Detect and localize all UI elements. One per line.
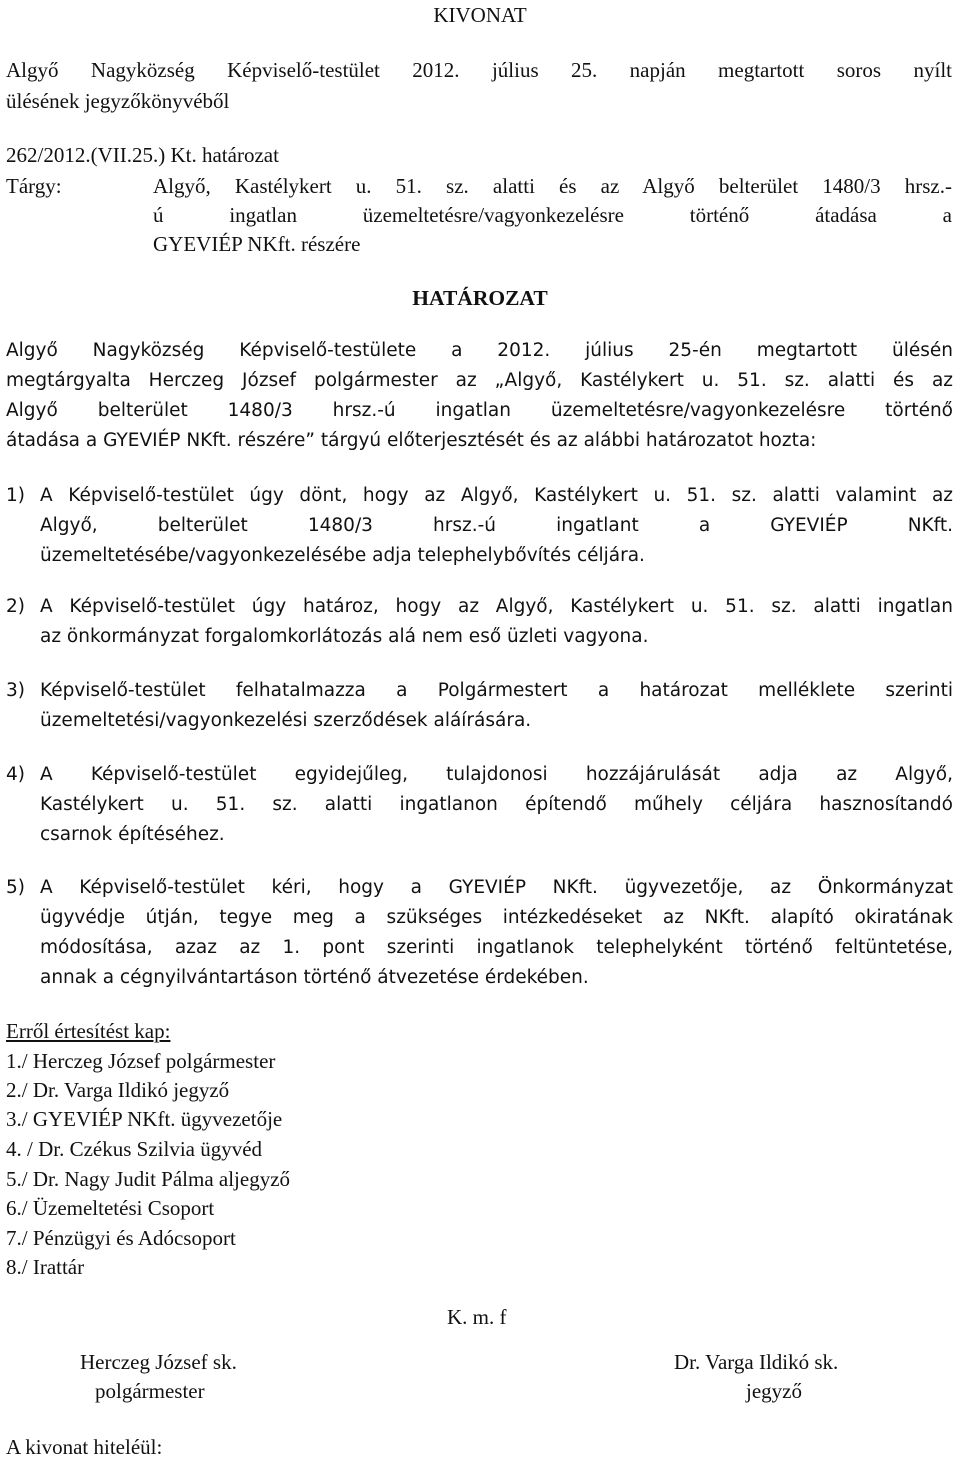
item-4-line-2: Kastélykert u. 51. sz. alatti ingatlanon építendő műhely céljára hasznosítandó bbox=[40, 794, 953, 815]
kmf-mark: K. m. f bbox=[447, 1305, 507, 1329]
item-4-line-3: csarnok építéséhez. bbox=[40, 824, 225, 845]
subject-label: Tárgy: bbox=[6, 174, 62, 198]
recipient-8: 8./ Irattár bbox=[6, 1255, 85, 1279]
item-2-line-2: az önkormányzat forgalomkorlátozás alá nem eső üzleti vagyona. bbox=[40, 626, 649, 647]
item-1-line-1: A Képviselő-testület úgy dönt, hogy az Algyő, Kastélykert u. 51. sz. alatti valamint az bbox=[40, 485, 953, 506]
item-3-number: 3) bbox=[6, 680, 25, 701]
item-2-line-1: A Képviselő-testület úgy határoz, hogy az Algyő, Kastélykert u. 51. sz. alatti ingatlan bbox=[40, 596, 953, 617]
recipient-5: 5./ Dr. Nagy Judit Pálma aljegyző bbox=[6, 1167, 291, 1191]
subject-line-2: ú ingatlan üzemeltetésre/vagyonkezelésre történő átadása a bbox=[153, 203, 952, 227]
item-5-line-4: annak a cégnyilvántartáson történő átvezetése érdekében. bbox=[40, 967, 589, 988]
item-2-number: 2) bbox=[6, 596, 25, 617]
notification-heading: Erről értesítést kap: bbox=[6, 1019, 171, 1043]
subject-line-3: GYEVIÉP NKft. részére bbox=[153, 232, 361, 256]
signature-mayor-title: polgármester bbox=[95, 1379, 205, 1403]
item-1-number: 1) bbox=[6, 485, 25, 506]
item-5-line-3: módosítása, azaz az 1. pont szerinti ingatlanok telephelyként történő feltüntetése, bbox=[40, 937, 953, 958]
item-1-line-3: üzemeltetésébe/vagyonkezelésébe adja telephelybővítés céljára. bbox=[40, 545, 645, 566]
signature-notary-name: Dr. Varga Ildikó sk. bbox=[674, 1350, 839, 1374]
signature-notary-title: jegyző bbox=[746, 1379, 802, 1403]
preamble-line-2: megtárgyalta Herczeg József polgármester az „Algyő, Kastélykert u. 51. sz. alatti és az bbox=[6, 370, 953, 391]
recipient-7: 7./ Pénzügyi és Adócsoport bbox=[6, 1226, 236, 1250]
certification-line: A kivonat hiteléül: bbox=[6, 1435, 163, 1459]
item-1-line-2: Algyő, belterület 1480/3 hrsz.-ú ingatlant a GYEVIÉP NKft. bbox=[40, 515, 953, 536]
preamble-line-4: átadása a GYEVIÉP NKft. részére” tárgyú előterjesztését és az alábbi határozatot hozta: bbox=[6, 430, 817, 451]
preamble-line-1: Algyő Nagyközség Képviselő-testülete a 2012. július 25-én megtartott ülésén bbox=[6, 340, 953, 361]
intro-line-1: Algyő Nagyközség Képviselő-testület 2012. július 25. napján megtartott soros nyílt bbox=[6, 58, 952, 82]
signature-mayor-name: Herczeg József sk. bbox=[80, 1350, 237, 1374]
document-title: KIVONAT bbox=[433, 3, 527, 27]
item-5-number: 5) bbox=[6, 877, 25, 898]
item-4-line-1: A Képviselő-testület egyidejűleg, tulajdonosi hozzájárulását adja az Algyő, bbox=[40, 764, 953, 785]
item-5-line-1: A Képviselő-testület kéri, hogy a GYEVIÉP NKft. ügyvezetője, az Önkormányzat bbox=[40, 877, 953, 898]
resolution-heading: HATÁROZAT bbox=[412, 286, 548, 310]
recipient-4: 4. / Dr. Czékus Szilvia ügyvéd bbox=[6, 1137, 263, 1161]
recipient-2: 2./ Dr. Varga Ildikó jegyző bbox=[6, 1078, 230, 1102]
item-3-line-1: Képviselő-testület felhatalmazza a Polgármestert a határozat melléklete szerinti bbox=[40, 680, 953, 701]
item-3-line-2: üzemeltetési/vagyonkezelési szerződések aláírására. bbox=[40, 710, 532, 731]
subject-line-1: Algyő, Kastélykert u. 51. sz. alatti és az Algyő belterület 1480/3 hrsz.- bbox=[153, 174, 952, 198]
intro-line-2: ülésének jegyzőkönyvéből bbox=[6, 89, 230, 113]
item-4-number: 4) bbox=[6, 764, 25, 785]
decision-number: 262/2012.(VII.25.) Kt. határozat bbox=[6, 143, 279, 167]
item-5-line-2: ügyvédje útján, tegye meg a szükséges intézkedéseket az NKft. alapító okiratának bbox=[40, 907, 953, 928]
recipient-3: 3./ GYEVIÉP NKft. ügyvezetője bbox=[6, 1107, 283, 1131]
recipient-1: 1./ Herczeg József polgármester bbox=[6, 1049, 276, 1073]
preamble-line-3: Algyő belterület 1480/3 hrsz.-ú ingatlan üzemeltetésre/vagyonkezelésre történő bbox=[6, 400, 953, 421]
recipient-6: 6./ Üzemeltetési Csoport bbox=[6, 1196, 215, 1220]
